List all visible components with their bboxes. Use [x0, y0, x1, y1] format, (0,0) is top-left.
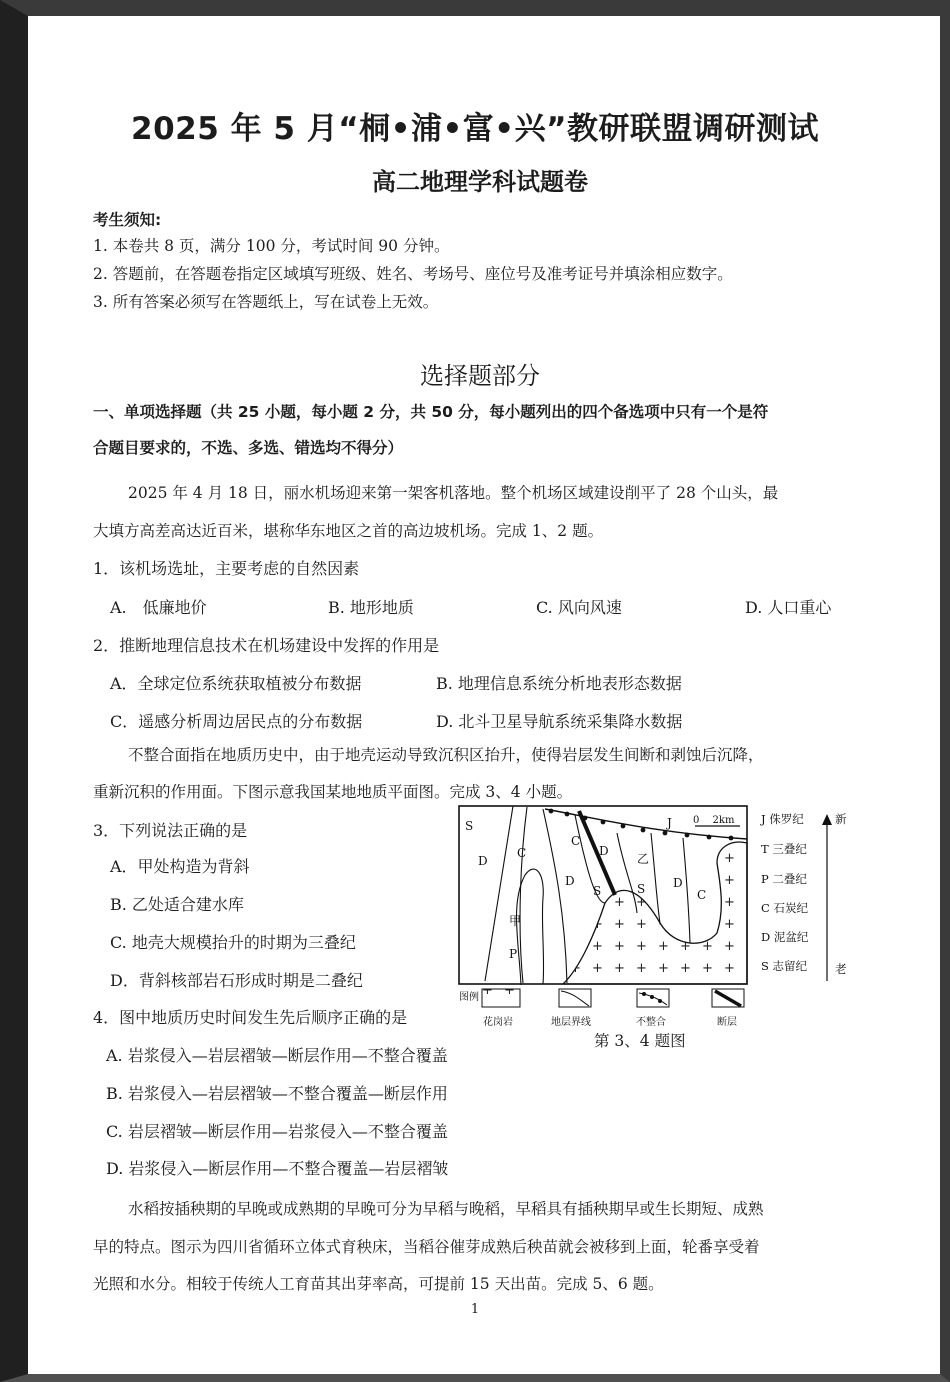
- svg-text:老: 老: [835, 962, 847, 976]
- svg-text:D 泥盆纪: D 泥盆纪: [761, 930, 809, 944]
- exam-subtitle: 高二地理学科试题卷: [372, 168, 588, 196]
- svg-text:图例: 图例: [459, 992, 479, 1003]
- question-stem: 3．下列说法正确的是: [93, 821, 248, 840]
- passage-text: 早的特点。图示为四川省循环立体式育秧床，当稻谷催芽成熟后秧苗就会被移到上面，轮番享受着: [93, 1238, 760, 1256]
- svg-text:T 三叠纪: T 三叠纪: [761, 842, 807, 856]
- strata-legend: [760, 812, 809, 973]
- svg-text:地层界线: 地层界线: [551, 1017, 591, 1028]
- option-d: D. 北斗卫星导航系统采集降水数据: [436, 712, 683, 731]
- option-a: A. 岩浆侵入—岩层褶皱—断层作用—不整合覆盖: [106, 1046, 448, 1065]
- svg-text:S 志留纪: S 志留纪: [761, 959, 808, 973]
- map-label: D: [478, 854, 488, 868]
- map-label: D: [673, 876, 683, 890]
- svg-text:0 2km: 0 2km: [693, 815, 735, 826]
- svg-text:新: 新: [835, 812, 847, 826]
- question-stem: 4．图中地质历史时间发生先后顺序正确的是: [93, 1008, 408, 1027]
- option-b: B. 地形地质: [328, 598, 414, 617]
- map-label: D: [599, 844, 609, 858]
- svg-text:J 侏罗纪: J 侏罗纪: [761, 812, 804, 826]
- option-d: D. 岩浆侵入—断层作用—不整合覆盖—岩层褶皱: [106, 1159, 449, 1178]
- passage-text: 不整合面指在地质历史中，由于地壳运动导致沉积区抬升，使得岩层发生间断和剥蚀后沉降，: [128, 746, 764, 764]
- option-a: A. 低廉地价: [110, 598, 207, 617]
- map-label: P: [509, 947, 518, 961]
- option-b: B. 地理信息系统分析地表形态数据: [436, 674, 682, 693]
- section-title: 选择题部分: [420, 362, 540, 390]
- exam-title: 2025 年 5 月“桐•浦•富•兴”教研联盟调研测试: [131, 111, 819, 147]
- map-label: S: [637, 882, 646, 896]
- scale-bar: [693, 815, 740, 826]
- geology-map-figure: [455, 803, 875, 1048]
- passage-text: 光照和水分。相较于传统人工育苗其出芽率高，可提前 15 天出苗。完成 5、6 题。: [93, 1275, 664, 1293]
- map-label: S: [465, 819, 474, 833]
- map-label: 乙: [637, 852, 650, 866]
- question-stem: 2．推断地理信息技术在机场建设中发挥的作用是: [93, 636, 440, 655]
- section-instruction: 一、单项选择题（共 25 小题，每小题 2 分，共 50 分，每小题列出的四个备选项中只有一个是符: [93, 403, 769, 421]
- notice-item: 1. 本卷共 8 页，满分 100 分，考试时间 90 分钟。: [93, 237, 450, 255]
- svg-text:断层: 断层: [717, 1017, 737, 1028]
- svg-text:花岗岩: 花岗岩: [483, 1017, 513, 1028]
- svg-text:不整合: 不整合: [636, 1017, 666, 1028]
- passage-text: 重新沉积的作用面。下图示意我国某地地质平面图。完成 3、4 小题。: [93, 783, 573, 801]
- option-b: B. 岩浆侵入—岩层褶皱—不整合覆盖—断层作用: [106, 1084, 448, 1103]
- option-c: C. 地壳大规模抬升的时期为三叠纪: [110, 933, 356, 952]
- map-label: 甲: [509, 914, 522, 928]
- option-c: C. 岩层褶皱—断层作用—岩浆侵入—不整合覆盖: [106, 1122, 448, 1141]
- notice-item: 2. 答题前，在答题卷指定区域填写班级、姓名、考场号、座位号及准考证号并填涂相应数字。: [93, 265, 733, 283]
- notice-item: 3. 所有答案必须写在答题纸上，写在试卷上无效。: [93, 293, 439, 311]
- option-d: D. 人口重心: [745, 598, 832, 617]
- svg-text:P 二叠纪: P 二叠纪: [761, 872, 807, 886]
- map-label: D: [565, 874, 575, 888]
- passage-text: 水稻按插秧期的早晚或成熟期的早晚可分为早稻与晚稻，早稻具有插秧期早或生长期短、成熟: [128, 1200, 764, 1218]
- passage-text: 2025 年 4 月 18 日，丽水机场迎来第一架客机落地。整个机场区域建设削平了 28 个山头，最: [128, 484, 779, 502]
- option-b: B. 乙处适合建水库: [110, 895, 244, 914]
- passage-text: 大填方高差高达近百米，堪称华东地区之首的高边坡机场。完成 1、2 题。: [93, 522, 604, 540]
- option-c: C. 风向风速: [536, 598, 622, 617]
- map-label: C: [697, 888, 707, 902]
- option-c: C．遥感分析周边居民点的分布数据: [110, 712, 363, 731]
- option-a: A．甲处构造为背斜: [110, 857, 250, 876]
- figure-caption: 第 3、4 题图: [594, 1032, 686, 1050]
- svg-text:C 石炭纪: C 石炭纪: [761, 901, 808, 915]
- page-number: 1: [470, 1302, 480, 1317]
- age-arrow: [822, 812, 847, 981]
- map-legend: [459, 989, 744, 1028]
- map-label: C: [517, 846, 527, 860]
- section-instruction: 合题目要求的，不选、多选、错选均不得分）: [93, 439, 404, 457]
- map-label: J: [667, 816, 672, 830]
- map-label: C: [571, 834, 581, 848]
- option-a: A．全球定位系统获取植被分布数据: [110, 674, 362, 693]
- map-label: S: [593, 884, 602, 898]
- notice-heading: 考生须知:: [93, 211, 162, 229]
- option-d: D．背斜核部岩石形成时期是二叠纪: [110, 971, 363, 990]
- question-stem: 1．该机场选址，主要考虑的自然因素: [93, 559, 360, 578]
